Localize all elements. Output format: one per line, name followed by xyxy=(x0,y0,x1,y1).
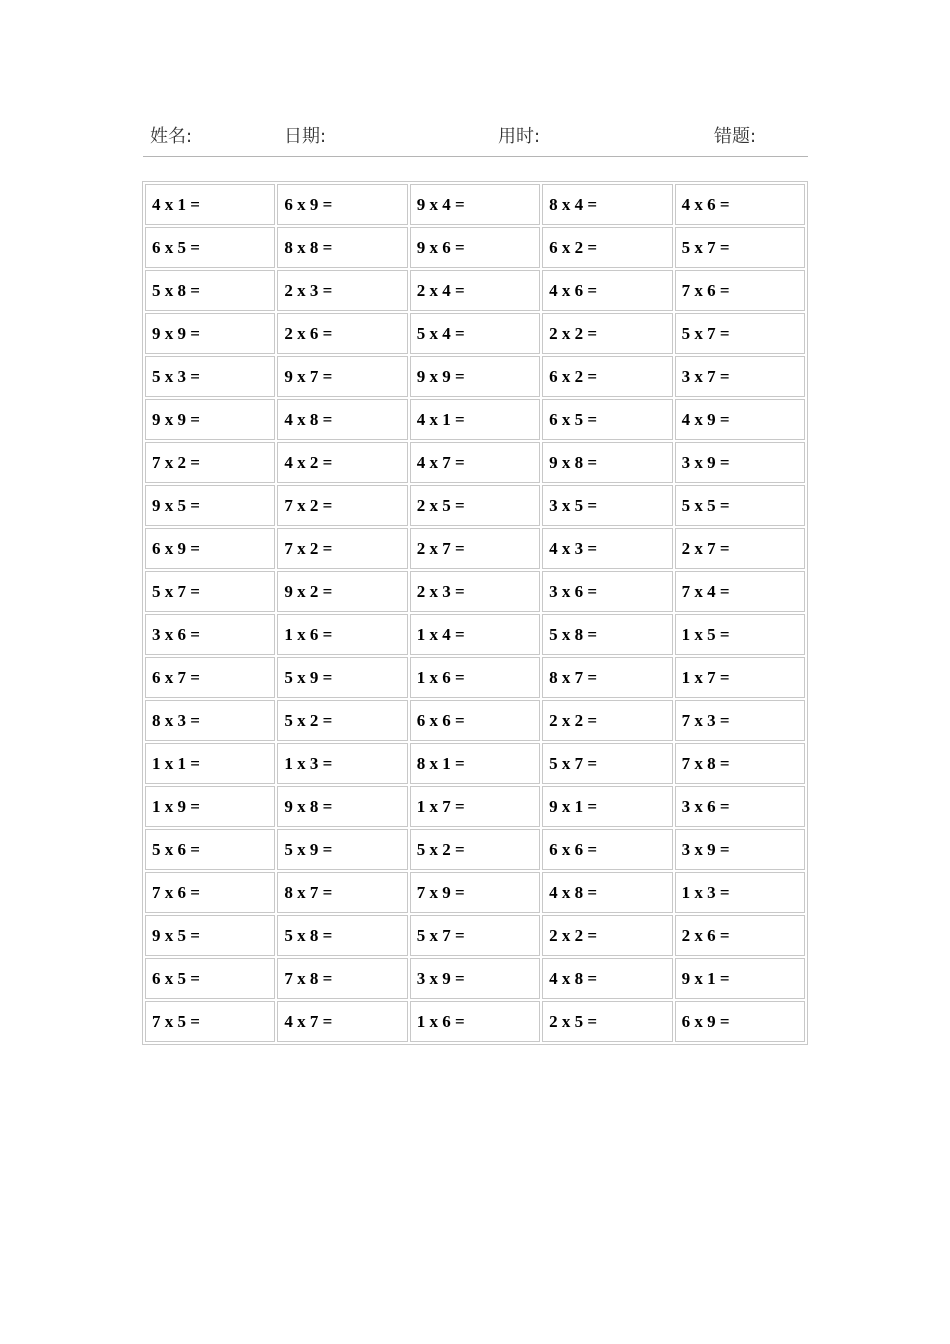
problem-cell: 1 x 7 = xyxy=(675,657,805,698)
problem-cell: 7 x 2 = xyxy=(277,485,407,526)
problem-cell: 4 x 9 = xyxy=(675,399,805,440)
problem-cell: 3 x 9 = xyxy=(410,958,540,999)
problem-cell: 3 x 6 = xyxy=(145,614,275,655)
problem-cell: 4 x 1 = xyxy=(410,399,540,440)
problem-cell: 7 x 2 = xyxy=(145,442,275,483)
problem-cell: 7 x 6 = xyxy=(145,872,275,913)
table-row xyxy=(145,958,805,999)
table-row xyxy=(145,227,805,268)
problem-cell: 1 x 3 = xyxy=(277,743,407,784)
problem-cell: 3 x 6 = xyxy=(675,786,805,827)
problem-cell: 5 x 9 = xyxy=(277,657,407,698)
table-row xyxy=(145,786,805,827)
problem-cell: 4 x 8 = xyxy=(542,872,672,913)
table-row xyxy=(145,829,805,870)
problem-cell: 5 x 7 = xyxy=(675,227,805,268)
problem-cell: 2 x 3 = xyxy=(277,270,407,311)
problem-cell: 3 x 9 = xyxy=(675,442,805,483)
problem-cell: 4 x 7 = xyxy=(277,1001,407,1042)
problem-cell: 5 x 3 = xyxy=(145,356,275,397)
problem-cell: 5 x 6 = xyxy=(145,829,275,870)
problem-cell: 1 x 9 = xyxy=(145,786,275,827)
problem-cell: 8 x 8 = xyxy=(277,227,407,268)
problem-cell: 2 x 7 = xyxy=(410,528,540,569)
problem-cell: 7 x 5 = xyxy=(145,1001,275,1042)
problem-cell: 9 x 5 = xyxy=(145,485,275,526)
problem-cell: 8 x 3 = xyxy=(145,700,275,741)
problem-cell: 9 x 8 = xyxy=(277,786,407,827)
problem-cell: 4 x 8 = xyxy=(277,399,407,440)
table-row xyxy=(145,915,805,956)
table-row xyxy=(145,700,805,741)
problem-cell: 5 x 8 = xyxy=(145,270,275,311)
problem-cell: 8 x 4 = xyxy=(542,184,672,225)
wrong-answers-label: 错题: xyxy=(714,126,757,147)
table-row xyxy=(145,872,805,913)
problem-cell: 3 x 6 = xyxy=(542,571,672,612)
problem-cell: 5 x 5 = xyxy=(675,485,805,526)
problem-cell: 7 x 8 = xyxy=(675,743,805,784)
problem-cell: 6 x 7 = xyxy=(145,657,275,698)
problem-cell: 9 x 2 = xyxy=(277,571,407,612)
problem-cell: 5 x 8 = xyxy=(277,915,407,956)
problem-cell: 9 x 9 = xyxy=(145,313,275,354)
problem-cell: 1 x 6 = xyxy=(277,614,407,655)
problem-cell: 9 x 6 = xyxy=(410,227,540,268)
table-row xyxy=(145,356,805,397)
problem-cell: 5 x 8 = xyxy=(542,614,672,655)
problem-cell: 5 x 7 = xyxy=(675,313,805,354)
problem-cell: 1 x 6 = xyxy=(410,657,540,698)
problem-cell: 9 x 9 = xyxy=(145,399,275,440)
problem-cell: 6 x 9 = xyxy=(277,184,407,225)
problem-cell: 2 x 3 = xyxy=(410,571,540,612)
problem-cell: 2 x 4 = xyxy=(410,270,540,311)
problem-cell: 7 x 3 = xyxy=(675,700,805,741)
problem-cell: 1 x 3 = xyxy=(675,872,805,913)
problem-cell: 6 x 5 = xyxy=(542,399,672,440)
problem-cell: 3 x 5 = xyxy=(542,485,672,526)
problem-cell: 6 x 6 = xyxy=(542,829,672,870)
worksheet-header xyxy=(143,120,808,157)
name-label: 姓名: xyxy=(150,126,193,147)
problem-cell: 9 x 7 = xyxy=(277,356,407,397)
problem-cell: 8 x 1 = xyxy=(410,743,540,784)
problem-cell: 4 x 8 = xyxy=(542,958,672,999)
problem-cell: 7 x 6 = xyxy=(675,270,805,311)
problem-cell: 5 x 7 = xyxy=(542,743,672,784)
problem-cell: 9 x 4 = xyxy=(410,184,540,225)
problem-cell: 7 x 9 = xyxy=(410,872,540,913)
problem-cell: 9 x 5 = xyxy=(145,915,275,956)
problem-cell: 2 x 6 = xyxy=(277,313,407,354)
problem-cell: 1 x 5 = xyxy=(675,614,805,655)
problem-cell: 2 x 5 = xyxy=(410,485,540,526)
problem-cell: 4 x 2 = xyxy=(277,442,407,483)
problem-cell: 6 x 6 = xyxy=(410,700,540,741)
time-used-label: 用时: xyxy=(498,126,541,147)
problem-cell: 9 x 1 = xyxy=(542,786,672,827)
problem-cell: 7 x 8 = xyxy=(277,958,407,999)
table-row xyxy=(145,1001,805,1042)
date-label: 日期: xyxy=(284,126,327,147)
problem-cell: 6 x 2 = xyxy=(542,227,672,268)
problem-cell: 2 x 2 = xyxy=(542,700,672,741)
problem-cell: 6 x 5 = xyxy=(145,958,275,999)
problem-cell: 1 x 7 = xyxy=(410,786,540,827)
table-row xyxy=(145,743,805,784)
table-row xyxy=(145,399,805,440)
problem-cell: 5 x 7 = xyxy=(410,915,540,956)
problem-cell: 3 x 7 = xyxy=(675,356,805,397)
problem-cell: 8 x 7 = xyxy=(542,657,672,698)
problem-cell: 6 x 9 = xyxy=(675,1001,805,1042)
problem-cell: 7 x 2 = xyxy=(277,528,407,569)
table-row xyxy=(145,571,805,612)
problem-cell: 6 x 9 = xyxy=(145,528,275,569)
problem-cell: 1 x 1 = xyxy=(145,743,275,784)
problem-cell: 5 x 2 = xyxy=(277,700,407,741)
problem-cell: 2 x 7 = xyxy=(675,528,805,569)
problem-cell: 1 x 6 = xyxy=(410,1001,540,1042)
table-row xyxy=(145,657,805,698)
problem-cell: 6 x 5 = xyxy=(145,227,275,268)
problem-cell: 5 x 4 = xyxy=(410,313,540,354)
table-row xyxy=(145,270,805,311)
problem-cell: 4 x 7 = xyxy=(410,442,540,483)
problem-cell: 4 x 3 = xyxy=(542,528,672,569)
problem-cell: 9 x 1 = xyxy=(675,958,805,999)
multiplication-table xyxy=(142,181,808,1045)
table-row xyxy=(145,313,805,354)
problem-cell: 2 x 2 = xyxy=(542,915,672,956)
problem-cell: 2 x 2 = xyxy=(542,313,672,354)
table-row xyxy=(145,184,805,225)
table-row xyxy=(145,442,805,483)
problem-cell: 2 x 5 = xyxy=(542,1001,672,1042)
problem-cell: 5 x 7 = xyxy=(145,571,275,612)
problem-cell: 2 x 6 = xyxy=(675,915,805,956)
table-row xyxy=(145,528,805,569)
problem-cell: 9 x 9 = xyxy=(410,356,540,397)
problem-cell: 6 x 2 = xyxy=(542,356,672,397)
problem-cell: 8 x 7 = xyxy=(277,872,407,913)
problem-cell: 4 x 6 = xyxy=(542,270,672,311)
problem-cell: 1 x 4 = xyxy=(410,614,540,655)
table-row xyxy=(145,485,805,526)
problem-cell: 4 x 6 = xyxy=(675,184,805,225)
problem-cell: 3 x 9 = xyxy=(675,829,805,870)
problem-cell: 5 x 2 = xyxy=(410,829,540,870)
problem-cell: 4 x 1 = xyxy=(145,184,275,225)
problem-cell: 5 x 9 = xyxy=(277,829,407,870)
problem-cell: 7 x 4 = xyxy=(675,571,805,612)
table-row xyxy=(145,614,805,655)
problem-cell: 9 x 8 = xyxy=(542,442,672,483)
